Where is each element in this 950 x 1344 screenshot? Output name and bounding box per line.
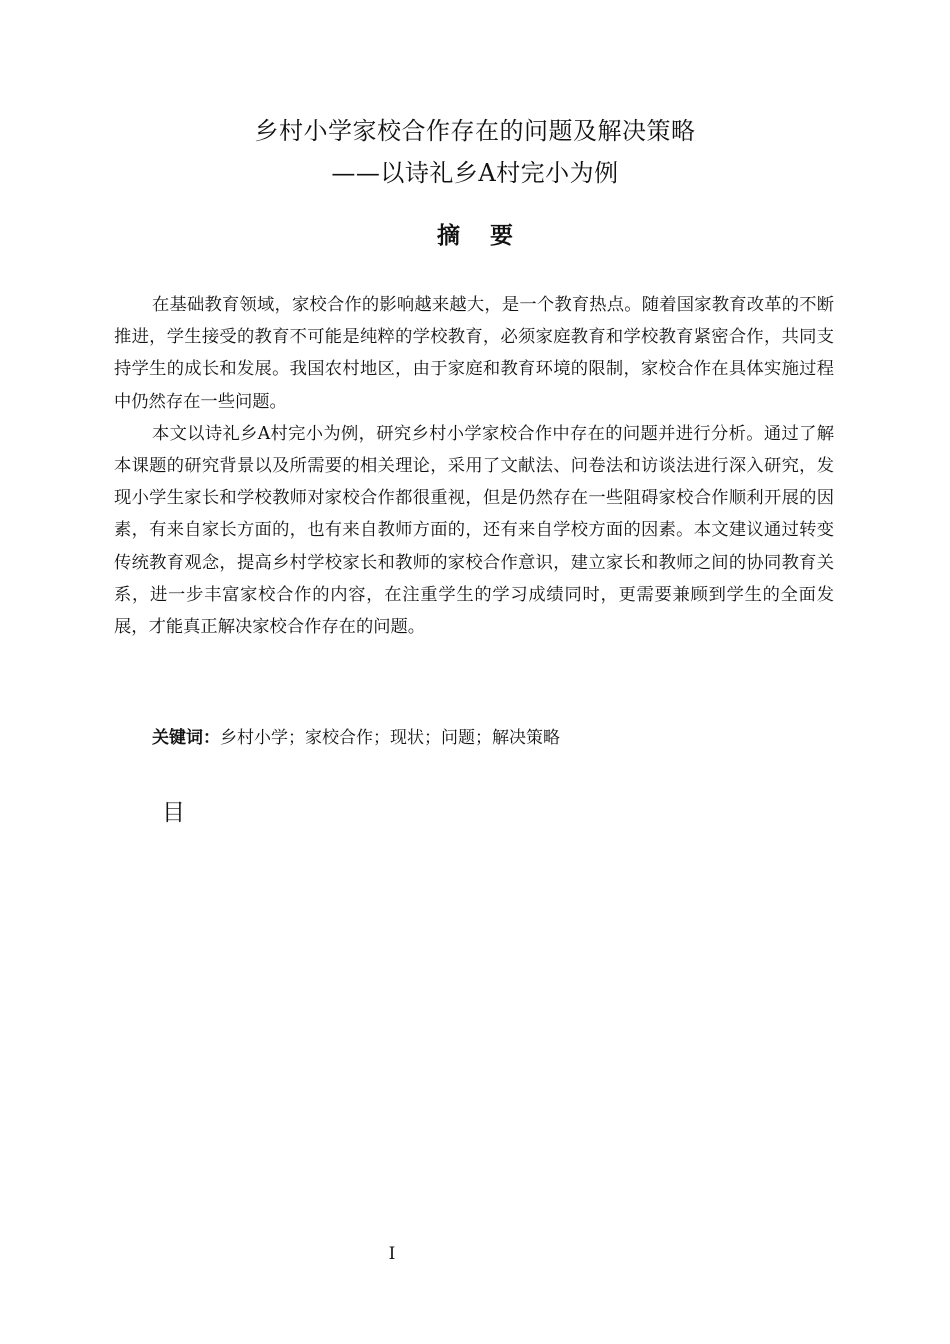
keywords-text: 乡村小学；家校合作；现状；问题；解决策略 (220, 728, 560, 748)
keywords-label: 关键词： (152, 728, 220, 748)
abstract-paragraph-1: 在基础教育领域，家校合作的影响越来越大，是一个教育热点。随着国家教育改革的不断推进，学生接受的教育不可能是纯粹的学校教育，必须家庭教育和学校教育紧密合作，共同支持学生的成长和发展。我国农村地区，由于家庭和教育环境的限制，家校合作在具体实施过程中仍然存在一些问题。 (114, 295, 834, 412)
paper-title: 乡村小学家校合作存在的问题及解决策略 (254, 117, 696, 145)
toc-heading: 目 (162, 800, 185, 826)
abstract-heading: 摘要 (437, 223, 543, 249)
paper-subtitle: ——以诗礼乡A村完小为例 (331, 159, 619, 187)
abstract-paragraph-2: 本文以诗礼乡A村完小为例，研究乡村小学家校合作中存在的问题并进行分析。通过了解本课题的研究背景以及所需要的相关理论，采用了文献法、问卷法和访谈法进行深入研究，发现小学生家长和学校教师对家校合作都很重视，但是仍然存在一些阻碍家校合作顺利开展的因素，有来自家长方面的，也有来自教师方面的，还有来自学校方面的因素。本文建议通过转变传统教育观念，提高乡村学校家长和教师的家校合作意识，建立家长和教师之间的协同教育关系，进一步丰富家校合作的内容，在注重学生的学习成绩同时，更需要兼顾到学生的全面发展，才能真正解决家校合作存在的问题。 (114, 423, 834, 638)
keywords-line (152, 722, 560, 754)
page-number: I (388, 1244, 396, 1264)
abstract-body (114, 289, 834, 643)
